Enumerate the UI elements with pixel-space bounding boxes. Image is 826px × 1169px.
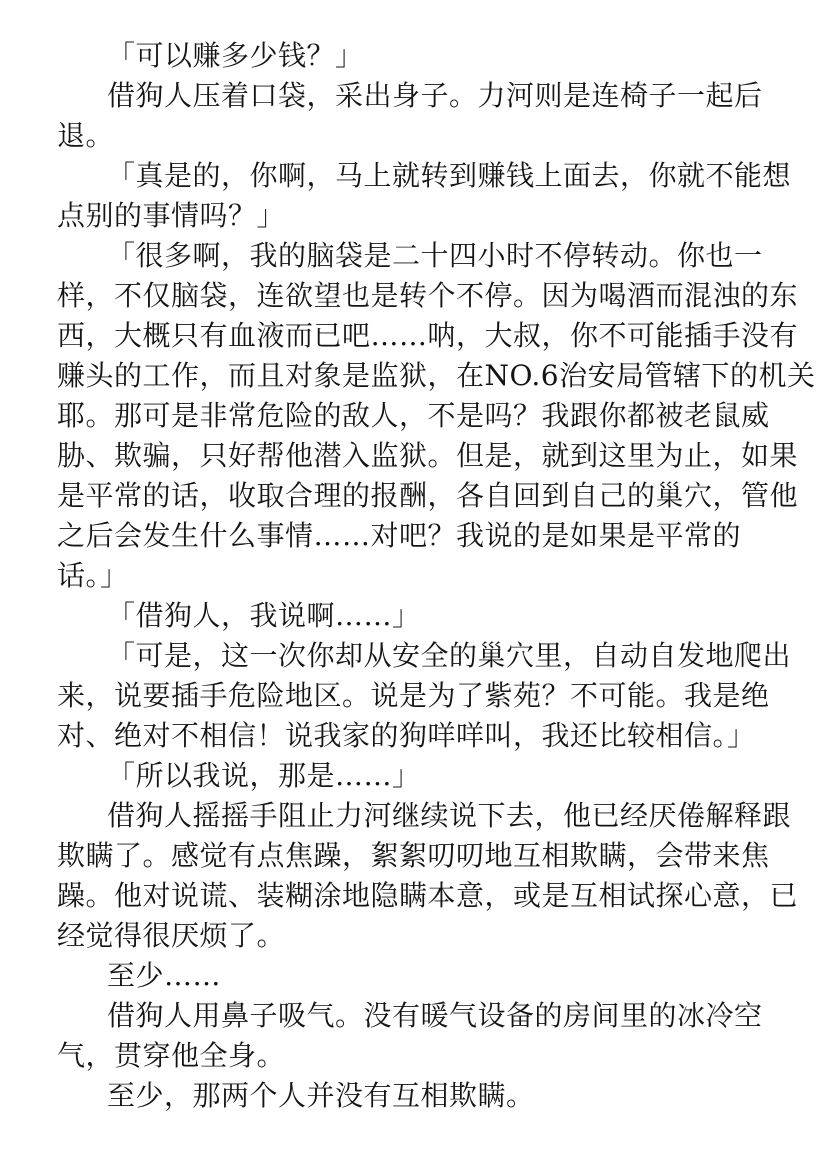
text-line: 「可以赚多少钱？」 bbox=[107, 39, 364, 72]
text-line: 样，不仅脑袋，连欲望也是转个不停。因为喝酒而混浊的东 bbox=[57, 279, 799, 312]
text-line: 来，说要插手危险地区。说是为了紫苑？不可能。我是绝 bbox=[57, 679, 770, 712]
text-line: 借狗人摇摇手阻止力河继续说下去，他已经厌倦解释跟 bbox=[107, 799, 792, 832]
text-line: 至少，那两个人并没有互相欺瞒。 bbox=[107, 1079, 535, 1112]
text-line: 躁。他对说谎、装糊涂地隐瞒本意，或是互相试探心意，已 bbox=[57, 879, 799, 912]
text-line: 话。」 bbox=[57, 559, 129, 592]
text-line: 「可是，这一次你却从安全的巢穴里，自动自发地爬出 bbox=[107, 639, 792, 672]
text-line: 欺瞒了。感觉有点焦躁，絮絮叨叨地互相欺瞒，会带来焦 bbox=[57, 839, 770, 872]
text-line: 经觉得很厌烦了。 bbox=[57, 919, 286, 952]
text-line: 借狗人用鼻子吸气。没有暖气设备的房间里的冰冷空 bbox=[107, 999, 763, 1032]
text-line: 借狗人压着口袋，采出身子。力河则是连椅子一起后 bbox=[107, 79, 763, 112]
text-line: 退。 bbox=[57, 119, 115, 152]
text-line: 是平常的话，收取合理的报酬，各自回到自己的巢穴，管他 bbox=[57, 479, 799, 512]
text-line: 点别的事情吗？」 bbox=[57, 199, 286, 232]
text-line: 「真是的，你啊，马上就转到赚钱上面去，你就不能想 bbox=[107, 159, 792, 192]
text-line: 胁、欺骗，只好帮他潜入监狱。但是，就到这里为止，如果 bbox=[57, 439, 799, 472]
text-line: 耶。那可是非常危险的敌人，不是吗？我跟你都被老鼠威 bbox=[57, 399, 770, 432]
text-line: 赚头的工作，而且对象是监狱，在NO.6治安局管辖下的机关 bbox=[57, 359, 816, 392]
text-line: 「借狗人，我说啊……」 bbox=[107, 599, 421, 632]
text-line: 至少…… bbox=[107, 959, 222, 992]
text-line: 「所以我说，那是……」 bbox=[107, 759, 421, 792]
text-line: 气，贯穿他全身。 bbox=[57, 1039, 286, 1072]
text-line: 之后会发生什么事情……对吧？我说的是如果是平常的 bbox=[57, 519, 742, 552]
text-line: 「很多啊，我的脑袋是二十四小时不停转动。你也一 bbox=[107, 239, 763, 272]
page-text bbox=[57, 36, 816, 1116]
text-line: 西，大概只有血液而已吧……呐，大叔，你不可能插手没有 bbox=[57, 319, 799, 352]
text-line: 对、绝对不相信！说我家的狗咩咩叫，我还比较相信。」 bbox=[57, 719, 756, 752]
